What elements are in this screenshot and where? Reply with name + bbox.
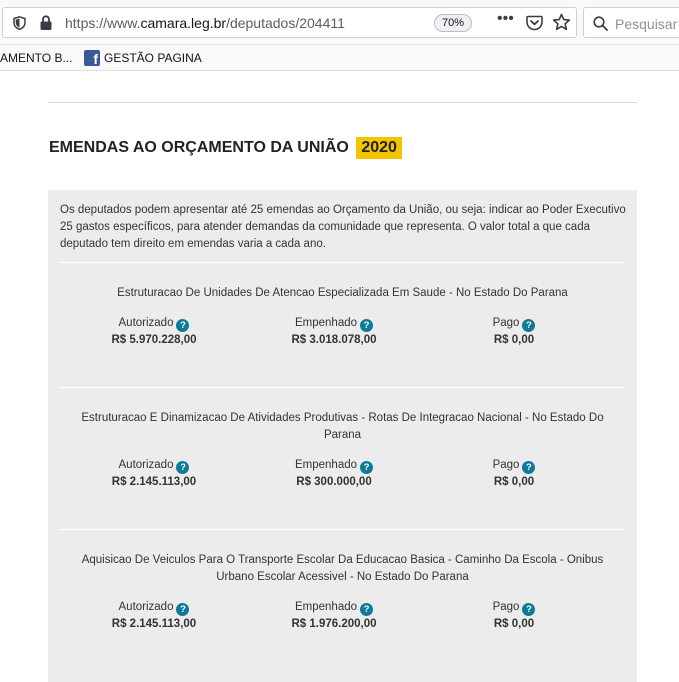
stat-value: R$ 300.000,00 (296, 476, 372, 488)
stat-empenhado (244, 315, 424, 349)
lock-icon[interactable] (39, 15, 53, 31)
help-icon[interactable]: ? (360, 319, 373, 332)
search-placeholder: Pesquisar (615, 16, 678, 32)
stat-label: Empenhado (294, 317, 358, 329)
stat-label: Pago (492, 601, 520, 613)
browser-toolbar (0, 0, 679, 45)
stat-empenhado (244, 457, 424, 491)
stat-empenhado (244, 599, 424, 633)
search-box[interactable] (583, 7, 679, 38)
year-badge: 2020 (356, 137, 402, 159)
bookmark-star-icon[interactable] (552, 13, 571, 32)
pocket-icon[interactable] (526, 15, 543, 31)
zoom-indicator[interactable]: 70% (434, 14, 472, 32)
help-icon[interactable]: ? (522, 461, 535, 474)
amendments-panel (48, 190, 637, 682)
amendment-values (60, 599, 625, 633)
amendment-values (60, 457, 625, 491)
stat-value: R$ 0,00 (493, 476, 535, 488)
stat-label: Autorizado (118, 317, 174, 329)
bookmark-item[interactable]: AMENTO B... (0, 51, 73, 65)
amendment-title: Aquisicao De Veiculos Para O Transporte Escolar Da Educacao Basica - Caminho Da Escola - Onibus Urbano Escolar Acessivel - No Estado Do Parana (81, 554, 604, 583)
amendment-item (60, 552, 625, 633)
stat-pago (424, 457, 604, 491)
item-divider (60, 262, 625, 263)
search-icon (593, 16, 608, 31)
stat-pago (424, 599, 604, 633)
address-bar[interactable] (2, 7, 577, 38)
help-icon[interactable]: ? (176, 319, 189, 332)
stat-value: R$ 2.145.113,00 (111, 476, 197, 488)
amendment-item (60, 410, 625, 491)
amendment-values (60, 315, 625, 349)
stat-value: R$ 5.970.228,00 (111, 334, 197, 346)
help-icon[interactable]: ? (360, 603, 373, 616)
item-divider (60, 387, 625, 388)
help-icon[interactable]: ? (522, 319, 535, 332)
stat-label: Pago (492, 459, 520, 471)
stat-value: R$ 1.976.200,00 (291, 618, 377, 630)
help-icon[interactable]: ? (176, 603, 189, 616)
amendment-title: Estruturacao E Dinamizacao De Atividades Produtivas - Rotas De Integracao Nacional - No Estado Do Parana (81, 412, 604, 441)
stat-value: R$ 0,00 (493, 618, 535, 630)
stat-autorizado (64, 315, 244, 349)
stat-pago (424, 315, 604, 349)
amendment-item (60, 285, 625, 349)
stat-value: R$ 0,00 (493, 334, 535, 346)
section-title-text: EMENDAS AO ORÇAMENTO DA UNIÃO (49, 139, 349, 156)
page-actions-menu-icon[interactable]: ••• (497, 10, 514, 27)
item-divider (60, 529, 625, 530)
intro-text: Os deputados podem apresentar até 25 emendas ao Orçamento da União, ou seja: indicar ao Poder Executivo 25 gastos específicos, para atender demandas da comunidade que representa. O valor total a que cada deputado tem direito em emendas varia a cada ano. (60, 204, 626, 250)
stat-value: R$ 2.145.113,00 (111, 618, 197, 630)
bookmarks-bar (0, 45, 679, 71)
amendment-title: Estruturacao De Unidades De Atencao Especializada Em Saude - No Estado Do Parana (117, 287, 568, 299)
help-icon[interactable]: ? (522, 603, 535, 616)
stat-label: Pago (492, 317, 520, 329)
stat-value: R$ 3.018.078,00 (291, 334, 377, 346)
help-icon[interactable]: ? (176, 461, 189, 474)
stat-autorizado (64, 599, 244, 633)
section-title (49, 137, 402, 159)
stat-label: Empenhado (294, 459, 358, 471)
tracking-shield-icon[interactable] (13, 16, 26, 30)
stat-label: Autorizado (118, 459, 174, 471)
section-divider (48, 102, 637, 103)
bookmark-item-gestao-pagina[interactable]: GESTÃO PAGINA (104, 51, 202, 65)
help-icon[interactable]: ? (360, 461, 373, 474)
facebook-icon: f (84, 50, 100, 66)
stat-label: Autorizado (118, 601, 174, 613)
url-text[interactable]: https://www.camara.leg.br/deputados/204411 (65, 15, 345, 31)
stat-autorizado (64, 457, 244, 491)
stat-label: Empenhado (294, 601, 358, 613)
